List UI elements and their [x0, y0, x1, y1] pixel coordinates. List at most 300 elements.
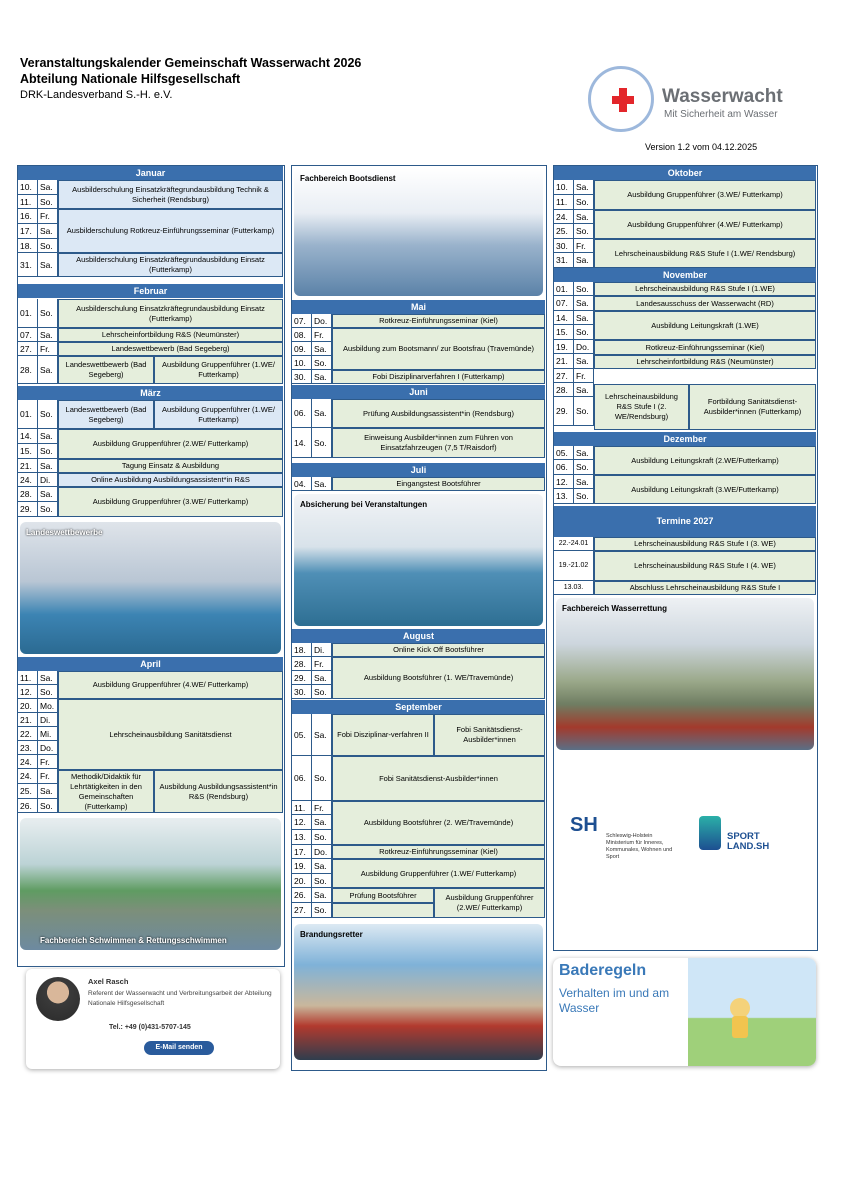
weekday: Sa. — [574, 475, 594, 489]
date-row — [554, 311, 594, 325]
date-row — [292, 815, 332, 830]
month-header: Dezember — [554, 432, 816, 446]
day-number: 26. — [18, 799, 38, 813]
date-row — [18, 342, 58, 356]
weekday: So. — [312, 903, 332, 918]
weekday: Do. — [574, 340, 594, 354]
day-number: 24. — [18, 473, 38, 487]
event-entry: Lehrscheinfortbildung R&S (Neumünster) — [58, 328, 283, 342]
weekday: So. — [574, 460, 594, 475]
event-entry: Ausbilderschulung Einsatzkräftegrundausbildung Einsatz (Futterkamp) — [58, 299, 283, 328]
weekday: Sa. — [38, 180, 58, 195]
event-entry: Ausbildung Leitungskraft (2.WE/Futterkamp) — [594, 446, 816, 475]
weekday: Sa. — [312, 714, 332, 756]
day-number: 13. — [554, 489, 574, 504]
photo — [20, 522, 281, 654]
event-entry: Ausbildung Gruppenführer (1.WE/ Futterkamp) — [154, 400, 283, 429]
date-row — [18, 502, 58, 517]
weekday: Fr. — [38, 769, 58, 784]
month-header: Januar — [18, 166, 283, 180]
weekday: Sa. — [574, 446, 594, 460]
date-row — [292, 874, 332, 888]
day-number: 06. — [554, 460, 574, 475]
day-number: 18. — [292, 643, 312, 657]
day-number: 19. — [554, 340, 574, 354]
date-range: 13.03. — [554, 581, 594, 595]
weekday: So. — [38, 685, 58, 699]
weekday: So. — [38, 299, 58, 328]
date-row — [292, 859, 332, 874]
event-entry: Ausbildung Leitungskraft (1.WE) — [594, 311, 816, 340]
day-number: 28. — [554, 383, 574, 397]
date-row — [18, 224, 58, 239]
day-number: 23. — [18, 741, 38, 755]
date-row — [554, 460, 594, 475]
day-number: 01. — [18, 299, 38, 328]
email-button[interactable]: E-Mail senden — [144, 1041, 214, 1055]
month-header: Oktober — [554, 166, 816, 180]
weekday: Fr. — [312, 657, 332, 671]
weekday: Sa. — [312, 370, 332, 384]
day-number: 13. — [292, 830, 312, 845]
day-number: 21. — [18, 459, 38, 473]
date-row — [554, 253, 594, 268]
day-number: 24. — [18, 755, 38, 769]
date-row — [18, 685, 58, 699]
weekday: Di. — [38, 473, 58, 487]
date-row — [554, 446, 594, 460]
day-number: 25. — [554, 224, 574, 239]
event-entry: Abschluss Lehrscheinausbildung R&S Stufe I — [594, 581, 816, 595]
date-row — [18, 400, 58, 429]
event-entry: Lehrscheinausbildung R&S Stufe I (2. WE/Rendsburg) — [594, 384, 689, 430]
weekday: Sa. — [574, 253, 594, 268]
weekday: Di. — [38, 713, 58, 727]
day-number: 10. — [292, 356, 312, 370]
date-row — [18, 741, 58, 755]
month-header: April — [18, 657, 283, 671]
day-number: 14. — [292, 428, 312, 458]
day-number: 07. — [292, 314, 312, 328]
weekday: Do. — [312, 845, 332, 859]
day-number: 28. — [292, 657, 312, 671]
date-row — [18, 727, 58, 741]
date-row — [554, 354, 594, 369]
event-entry: Methodik/Didaktik für Lehrtätigkeiten in den Gemeinschaften (Futterkamp) — [58, 770, 154, 813]
day-number: 25. — [18, 784, 38, 799]
day-number: 27. — [18, 342, 38, 356]
day-number: 17. — [18, 224, 38, 239]
column-1 — [17, 165, 285, 967]
weekday: Sa. — [38, 671, 58, 685]
date-row — [292, 370, 332, 384]
event-entry: Ausbildung zum Bootsmann/ zur Bootsfrau (Travemünde) — [332, 328, 545, 370]
event-entry: Fortbildung Sanitätsdienst-Ausbilder*innen (Futterkamp) — [689, 384, 816, 430]
day-number: 06. — [292, 399, 312, 428]
day-number: 11. — [292, 801, 312, 815]
contact-tel: Tel.: +49 (0)431-5707-145 — [109, 1024, 191, 1031]
day-number: 29. — [18, 502, 38, 517]
date-row — [292, 714, 332, 756]
weekday: Sa. — [574, 354, 594, 369]
weekday: Sa. — [574, 210, 594, 224]
day-number: 05. — [292, 714, 312, 756]
event-entry: Ausbildung Gruppenführer (4.WE/ Futterkamp) — [58, 671, 283, 699]
event-entry: Ausbildung Ausbildungsassistent*in R&S (Rendsburg) — [154, 770, 283, 813]
day-number: 17. — [292, 845, 312, 859]
day-number: 21. — [18, 713, 38, 727]
baderegeln-title: Baderegeln — [559, 962, 647, 979]
date-row — [554, 180, 594, 195]
weekday: Fr. — [38, 342, 58, 356]
date-row — [18, 253, 58, 277]
date-row — [554, 475, 594, 489]
date-row — [292, 845, 332, 859]
weekday: So. — [312, 756, 332, 801]
weekday: Fr. — [38, 209, 58, 224]
weekday: Sa. — [38, 784, 58, 799]
event-entry: Ausbildung Gruppenführer (3.WE/ Futterkamp) — [594, 180, 816, 210]
photo — [294, 168, 543, 296]
weekday: So. — [574, 397, 594, 426]
weekday: So. — [312, 428, 332, 458]
day-number: 11. — [554, 195, 574, 210]
weekday: Fr. — [312, 801, 332, 815]
date-row — [292, 477, 332, 491]
sh-ministry-text: Schleswig-Holstein Ministerium für Inneres, Kommunales, Wohnen und Sport — [606, 833, 673, 860]
day-number: 29. — [554, 397, 574, 426]
day-number: 01. — [554, 282, 574, 296]
date-row — [18, 239, 58, 253]
event-entry: Online Kick Off Bootsführer — [332, 643, 545, 657]
date-row — [292, 756, 332, 801]
event-entry: Lehrscheinausbildung Sanitätsdienst — [58, 699, 283, 770]
day-number: 10. — [554, 180, 574, 195]
weekday: Do. — [38, 741, 58, 755]
date-row — [292, 903, 332, 918]
day-number: 30. — [292, 370, 312, 384]
date-row — [292, 643, 332, 657]
date-row — [292, 801, 332, 815]
column-2 — [291, 165, 547, 1071]
day-number: 29. — [292, 671, 312, 685]
date-row — [292, 685, 332, 699]
day-number: 28. — [18, 487, 38, 502]
date-range: 19.-21.02 — [554, 551, 594, 581]
weekday: Sa. — [38, 459, 58, 473]
day-number: 01. — [18, 400, 38, 429]
event-entry: Ausbildung Gruppenführer (3.WE/ Futterkamp) — [58, 487, 283, 517]
day-number: 07. — [18, 328, 38, 342]
day-number: 12. — [554, 475, 574, 489]
day-number: 08. — [292, 328, 312, 342]
event-entry: Lehrscheinausbildung R&S Stufe I (4. WE) — [594, 551, 816, 581]
date-row — [554, 383, 594, 397]
event-entry — [332, 903, 434, 918]
weekday: So. — [38, 400, 58, 429]
day-number: 14. — [554, 311, 574, 325]
photo-caption: Fachbereich Bootsdienst — [300, 174, 396, 183]
event-entry: Fobi Sanitätsdienst-Ausbilder*innen — [434, 714, 545, 756]
event-entry: Lehrscheinausbildung R&S Stufe I (3. WE) — [594, 537, 816, 551]
photo-caption: Fachbereich Schwimmen & Rettungsschwimmen — [40, 936, 227, 945]
baderegeln-illustration — [688, 958, 816, 1066]
photo-caption: Brandungsretter — [300, 930, 363, 939]
event-entry: Fobi Disziplinarverfahren I (Futterkamp) — [332, 370, 545, 384]
weekday: Sa. — [38, 356, 58, 384]
event-entry: Tagung Einsatz & Ausbildung — [58, 459, 283, 473]
date-row — [292, 888, 332, 903]
weekday: Do. — [312, 314, 332, 328]
date-row — [292, 671, 332, 685]
date-row — [292, 328, 332, 342]
weekday: So. — [312, 874, 332, 888]
day-number: 07. — [554, 296, 574, 311]
sh-ministry-logo: SH Schleswig-Holstein Ministerium für Inneres, Kommunales, Wohnen und Sport — [570, 814, 680, 874]
day-number: 20. — [18, 699, 38, 713]
event-entry: Landeswettbewerb (Bad Segeberg) — [58, 342, 283, 356]
event-entry: Rotkreuz-Einführungsseminar (Kiel) — [332, 314, 545, 328]
event-entry: Ausbildung Gruppenführer (1.WE/ Futterkamp) — [154, 356, 283, 384]
event-entry: Lehrscheinausbildung R&S Stufe I (1.WE/ Rendsburg) — [594, 239, 816, 268]
wasserwacht-logo: Wasserwacht Mit Sicherheit am Wasser — [588, 66, 798, 132]
date-row — [292, 657, 332, 671]
day-number: 18. — [18, 239, 38, 253]
event-entry: Landeswettbewerb (Bad Segeberg) — [58, 356, 154, 384]
date-row — [292, 399, 332, 428]
month-header: August — [292, 629, 545, 643]
event-entry: Ausbildung Leitungskraft (3.WE/Futterkamp) — [594, 475, 816, 504]
weekday: Sa. — [312, 859, 332, 874]
date-row — [18, 784, 58, 799]
event-entry: Ausbildung Bootsführer (1. WE/Travemünde) — [332, 657, 545, 699]
date-row — [18, 799, 58, 813]
day-number: 27. — [292, 903, 312, 918]
event-entry: Ausbildung Gruppenführer (2.WE/ Futterkamp) — [434, 888, 545, 918]
day-number: 04. — [292, 477, 312, 491]
weekday: So. — [38, 444, 58, 459]
weekday: Sa. — [312, 477, 332, 491]
weekday: Di. — [312, 643, 332, 657]
photo-caption: Fachbereich Wasserrettung — [562, 604, 668, 613]
weekday: Fr. — [574, 239, 594, 253]
month-header: Juli — [292, 463, 545, 477]
weekday: Fr. — [574, 369, 594, 383]
weekday: So. — [38, 239, 58, 253]
date-row — [554, 397, 594, 426]
month-header: März — [18, 386, 283, 400]
month-header: September — [292, 700, 545, 714]
date-row — [292, 314, 332, 328]
day-number: 30. — [554, 239, 574, 253]
date-row — [554, 224, 594, 239]
date-row — [292, 356, 332, 370]
day-number: 09. — [292, 342, 312, 356]
photo — [556, 598, 814, 750]
event-entry: Landeswettbewerb (Bad Segeberg) — [58, 400, 154, 429]
date-row — [18, 429, 58, 444]
month-header: Juni — [292, 385, 545, 399]
day-number: 11. — [18, 195, 38, 209]
date-range: 22.-24.01 — [554, 537, 594, 551]
day-number: 19. — [292, 859, 312, 874]
event-entry: Fobi Sanitätsdienst-Ausbilder*innen — [332, 756, 545, 801]
org-name: DRK-Landesverband S.-H. e.V. — [20, 89, 173, 101]
day-number: 22. — [18, 727, 38, 741]
event-entry: Landesausschuss der Wasserwacht (RD) — [594, 296, 816, 311]
weekday: Sa. — [38, 487, 58, 502]
event-entry: Eingangstest Bootsführer — [332, 477, 545, 491]
date-row — [554, 296, 594, 311]
weekday: So. — [312, 830, 332, 845]
weekday: So. — [312, 685, 332, 699]
date-row — [18, 487, 58, 502]
weekday: So. — [574, 282, 594, 296]
event-entry: Ausbilderschulung Einsatzkräftegrundausbildung Technik & Sicherheit (Rendsburg) — [58, 180, 283, 209]
column-3 — [553, 165, 818, 951]
weekday: Sa. — [38, 224, 58, 239]
photo-caption: Landeswettbewerbe — [26, 528, 103, 537]
sportland-logo: SPORT LAND.SH — [699, 816, 809, 856]
weekday: Sa. — [574, 296, 594, 311]
weekday: So. — [38, 502, 58, 517]
day-number: 12. — [18, 685, 38, 699]
date-row — [554, 325, 594, 340]
day-number: 31. — [554, 253, 574, 268]
weekday: Sa. — [38, 253, 58, 277]
weekday: Sa. — [38, 328, 58, 342]
date-row — [554, 210, 594, 224]
date-row — [18, 356, 58, 384]
weekday: So. — [574, 489, 594, 504]
day-number: 06. — [292, 756, 312, 801]
month-header: Termine 2027 — [554, 506, 816, 537]
weekday: So. — [574, 195, 594, 210]
weekday: Sa. — [574, 180, 594, 195]
day-number: 12. — [292, 815, 312, 830]
weekday: Mo. — [38, 699, 58, 713]
month-header: Mai — [292, 300, 545, 314]
photo — [294, 494, 543, 626]
photo-caption: Absicherung bei Veranstaltungen — [300, 500, 428, 509]
event-entry: Ausbildung Gruppenführer (1.WE/ Futterkamp) — [332, 859, 545, 888]
day-number: 15. — [18, 444, 38, 459]
day-number: 28. — [18, 356, 38, 384]
date-row — [18, 473, 58, 487]
date-row — [18, 755, 58, 769]
weekday: Fr. — [38, 755, 58, 769]
day-number: 11. — [18, 671, 38, 685]
month-header: Februar — [18, 284, 283, 298]
weekday: Sa. — [574, 311, 594, 325]
date-row — [292, 342, 332, 356]
day-number: 24. — [18, 769, 38, 784]
date-row — [554, 340, 594, 354]
date-row — [18, 328, 58, 342]
day-number: 21. — [554, 354, 574, 369]
day-number: 27. — [554, 369, 574, 383]
photo — [20, 818, 281, 950]
date-row — [18, 209, 58, 224]
date-row — [18, 671, 58, 685]
date-row — [18, 459, 58, 473]
weekday: Mi. — [38, 727, 58, 741]
date-row — [554, 195, 594, 210]
page-title: Veranstaltungskalender Gemeinschaft Wasserwacht 2026 Abteilung Nationale Hilfsgesellschaft — [20, 56, 362, 86]
event-entry: Rotkreuz-Einführungsseminar (Kiel) — [594, 340, 816, 355]
contact-name: Axel Rasch — [88, 977, 129, 986]
event-entry: Online Ausbildung Ausbildungsassistent*in R&S — [58, 473, 283, 487]
date-row — [18, 299, 58, 328]
event-entry: Lehrscheinfortbildung R&S (Neumünster) — [594, 355, 816, 369]
date-row — [554, 489, 594, 504]
weekday: So. — [38, 799, 58, 813]
baderegeln-subtitle: Verhalten im und am Wasser — [559, 986, 670, 1015]
event-entry: Ausbilderschulung Einsatzkräftegrundausbildung Einsatz (Futterkamp) — [58, 253, 283, 277]
date-row — [554, 282, 594, 296]
event-entry: Ausbildung Gruppenführer (4.WE/ Futterkamp) — [594, 210, 816, 239]
date-row — [292, 428, 332, 458]
date-row — [18, 195, 58, 209]
version: Version 1.2 vom 04.12.2025 — [645, 142, 758, 152]
month-header: November — [554, 268, 816, 282]
date-row — [554, 239, 594, 253]
date-row — [18, 699, 58, 713]
day-number: 24. — [554, 210, 574, 224]
event-entry: Lehrscheinausbildung R&S Stufe I (1.WE) — [594, 282, 816, 296]
weekday: Fr. — [312, 328, 332, 342]
day-number: 05. — [554, 446, 574, 460]
event-entry: Prüfung Ausbildungsassistent*in (Rendsburg) — [332, 399, 545, 428]
weekday: Sa. — [312, 399, 332, 428]
day-number: 14. — [18, 429, 38, 444]
baderegeln-card[interactable] — [553, 958, 816, 1066]
contact-role: Referent der Wasserwacht und Verbreitungsarbeit der Abteilung Nationale Hilfsgesellschaft — [88, 990, 272, 1007]
day-number: 20. — [292, 874, 312, 888]
day-number: 30. — [292, 685, 312, 699]
weekday: So. — [574, 224, 594, 239]
event-entry: Ausbilderschulung Rotkreuz-Einführungsseminar (Futterkamp) — [58, 209, 283, 253]
day-number: 31. — [18, 253, 38, 277]
photo — [294, 924, 543, 1060]
event-entry: Rotkreuz-Einführungsseminar (Kiel) — [332, 845, 545, 859]
event-entry: Ausbildung Gruppenführer (2.WE/ Futterkamp) — [58, 429, 283, 459]
weekday: So. — [38, 195, 58, 209]
event-entry: Ausbildung Bootsführer (2. WE/Travemünde) — [332, 801, 545, 845]
event-entry: Prüfung Bootsführer — [332, 888, 434, 903]
weekday: Sa. — [312, 815, 332, 830]
weekday: So. — [574, 325, 594, 340]
weekday: So. — [312, 356, 332, 370]
event-entry: Fobi Disziplinar-verfahren II — [332, 714, 434, 756]
weekday: Sa. — [574, 383, 594, 397]
avatar — [36, 977, 80, 1021]
date-row — [18, 180, 58, 195]
day-number: 15. — [554, 325, 574, 340]
date-row — [292, 830, 332, 845]
contact-card — [26, 969, 280, 1069]
weekday: Sa. — [312, 888, 332, 903]
date-row — [18, 713, 58, 727]
date-row — [554, 369, 594, 383]
event-entry: Einweisung Ausbilder*innen zum Führen von Einsatzfahrzeugen (7,5 T/Raisdorf) — [332, 428, 545, 458]
day-number: 16. — [18, 209, 38, 224]
weekday: Sa. — [38, 429, 58, 444]
day-number: 26. — [292, 888, 312, 903]
day-number: 10. — [18, 180, 38, 195]
date-row — [18, 769, 58, 784]
weekday: Sa. — [312, 342, 332, 356]
